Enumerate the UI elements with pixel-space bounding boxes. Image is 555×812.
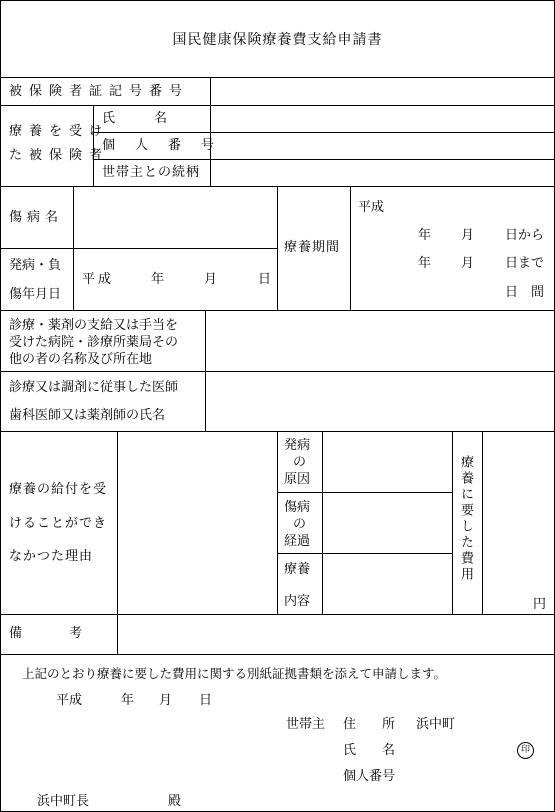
period-from-year: 年 bbox=[418, 228, 432, 243]
reason-label-1: 療養の給付を受 bbox=[9, 482, 108, 497]
reason-label-3: なかつた理由 bbox=[9, 549, 94, 564]
application-form: 国民健康保険療養費支給申請書 被保険者証記号番号 療養を受け た被保険者 氏 名 個人番号 世帯主との続柄 傷病名 発病・負 傷年月日 平成 年 月 日 療養期間 平成 年 月 日から 年 月 日まで 日 間 診療・薬剤の支給又は手当を 受けた病院・診療所薬局その 他の者の名称及び所在地 診療又は調剤に従事した医師 歯科医師又は薬剤師の氏名 療養の給付を受 けることができ なかつた理由 発病 の 原因 傷病 の 経過 療養 内容 療養に要した費用 円 備 考 上記のとおり療養に要した費用に関する別紙証拠書類を添えて申請します。 平成 年 月 日 世帯主 住 所 浜中町 氏 名 印 個人番号 浜中町長 殿 bbox=[0, 0, 555, 812]
content-label-2: 内容 bbox=[284, 594, 311, 609]
relation-field[interactable] bbox=[211, 160, 554, 186]
applicant-personal-number-label: 個人番号 bbox=[343, 769, 396, 784]
cause-field[interactable] bbox=[323, 432, 452, 492]
head-of-household-label: 世帯主 bbox=[286, 717, 326, 732]
relation-label: 世帯主との続柄 bbox=[102, 165, 201, 180]
apply-date-month: 月 bbox=[159, 693, 173, 708]
course-label-3: 経過 bbox=[284, 534, 311, 549]
provider-label-2: 受けた病院・診療所薬局その bbox=[9, 335, 179, 350]
course-field[interactable] bbox=[323, 493, 452, 553]
insured-number-field[interactable] bbox=[211, 78, 554, 105]
content-field[interactable] bbox=[323, 554, 452, 614]
injury-date-label-1: 発病・負 bbox=[9, 258, 62, 273]
cost-label: 療養に要した費用 bbox=[458, 455, 473, 583]
addressee-honorific: 殿 bbox=[168, 794, 182, 809]
reason-label-2: けることができ bbox=[9, 516, 108, 531]
period-days: 日 間 bbox=[505, 285, 545, 300]
period-to-year: 年 bbox=[418, 256, 432, 271]
apply-date-year: 年 bbox=[121, 693, 135, 708]
cost-unit: 円 bbox=[533, 597, 547, 612]
insured-number-label: 被保険者証記号番号 bbox=[9, 84, 190, 99]
provider-field[interactable] bbox=[206, 311, 554, 371]
address-value[interactable]: 浜中町 bbox=[416, 717, 456, 732]
doctor-label-1: 診療又は調剤に従事した医師 bbox=[9, 380, 179, 395]
applicant-name-label: 氏 名 bbox=[343, 743, 396, 758]
patient-group-label-1: 療養を受け bbox=[9, 124, 110, 139]
remarks-field[interactable] bbox=[118, 615, 554, 654]
injury-date-label-2: 傷年月日 bbox=[9, 287, 62, 302]
applicant-personal-number-field[interactable] bbox=[410, 764, 550, 786]
patient-personal-number-label: 個人番号 bbox=[102, 138, 235, 153]
apply-date-day: 日 bbox=[199, 693, 213, 708]
doctor-label-2: 歯科医師又は薬剤師の氏名 bbox=[9, 408, 166, 423]
applicant-name-field[interactable] bbox=[410, 738, 510, 760]
cause-label-2: の bbox=[293, 455, 307, 470]
patient-personal-number-field[interactable] bbox=[211, 133, 554, 159]
course-label-2: の bbox=[293, 517, 307, 532]
period-from-day: 日から bbox=[505, 228, 545, 243]
period-era: 平成 bbox=[358, 200, 385, 215]
injury-name-field[interactable] bbox=[74, 187, 277, 248]
period-from-month: 月 bbox=[461, 228, 475, 243]
provider-label-3: 他の者の名称及び所在地 bbox=[9, 352, 153, 367]
provider-label-1: 診療・薬剤の支給又は手当を bbox=[9, 318, 179, 333]
declaration-text: 上記のとおり療養に要した費用に関する別紙証拠書類を添えて申請します。 bbox=[22, 666, 447, 681]
cause-label-1: 発病 bbox=[284, 438, 311, 453]
cost-field[interactable] bbox=[483, 432, 554, 614]
address-label: 住 所 bbox=[343, 717, 396, 732]
injury-date-era: 平成 bbox=[82, 272, 115, 287]
period-to-month: 月 bbox=[461, 256, 475, 271]
period-to-day: 日まで bbox=[505, 256, 545, 271]
cause-label-3: 原因 bbox=[284, 472, 311, 487]
injury-date-day: 日 bbox=[258, 272, 272, 287]
injury-name-label: 傷病名 bbox=[9, 210, 64, 225]
reason-field[interactable] bbox=[118, 432, 277, 614]
patient-group-label-2: た被保険者 bbox=[9, 148, 110, 163]
period-label: 療養期間 bbox=[284, 240, 341, 255]
injury-date-month: 月 bbox=[204, 272, 218, 287]
content-label-1: 療養 bbox=[284, 562, 311, 577]
course-label-1: 傷病 bbox=[284, 500, 311, 515]
patient-name-field[interactable] bbox=[211, 106, 554, 132]
injury-date-year: 年 bbox=[151, 272, 165, 287]
seal-mark: 印 bbox=[517, 742, 534, 759]
remarks-label: 備 考 bbox=[9, 626, 85, 641]
addressee: 浜中町長 bbox=[37, 794, 90, 809]
form-title: 国民健康保険療養費支給申請書 bbox=[172, 32, 383, 48]
doctor-field[interactable] bbox=[206, 372, 554, 431]
apply-date-era: 平成 bbox=[56, 693, 83, 708]
